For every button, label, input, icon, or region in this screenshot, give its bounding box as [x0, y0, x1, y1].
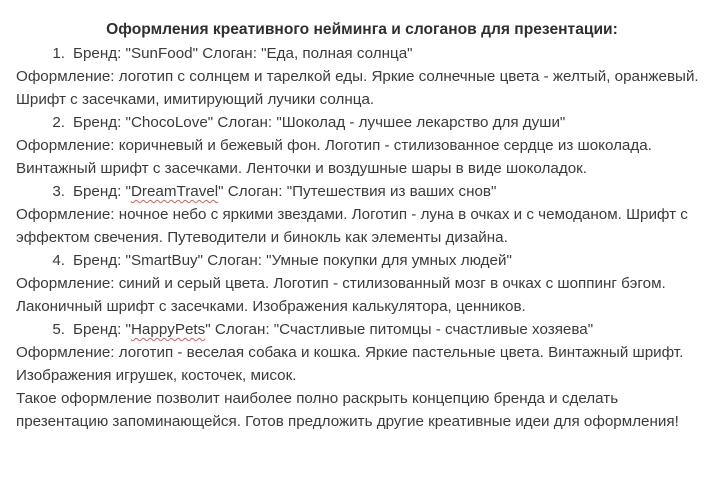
item-description: Оформление: ночное небо с яркими звездами. Логотип - луна в очках и с чемоданом. Шрифт с эффектом свечения. Путеводители и бинокль как элементы дизайна.	[16, 206, 688, 246]
slogan-text: " Слоган: "Путешествия из ваших снов"	[218, 183, 497, 200]
list-item-1	[16, 42, 720, 111]
slogan-text: " Слоган: "Умные покупки для умных людей"	[197, 252, 512, 269]
list-item-header	[16, 318, 720, 341]
list-item-5	[16, 318, 720, 387]
list-number: 4.	[52, 252, 65, 269]
closing-paragraph: Такое оформление позволит наиболее полно раскрыть концепцию бренда и сделать презентацию запоминающейся. Готов предложить другие креативные идеи для оформления!	[16, 390, 679, 430]
list-item-header	[16, 180, 720, 203]
list-number: 2.	[52, 114, 65, 131]
list-number: 3.	[52, 183, 65, 200]
slogan-text: " Слоган: "Шоколад - лучшее лекарство для души"	[207, 114, 566, 131]
brand-slogan-line	[73, 318, 593, 341]
list-item-header	[16, 111, 720, 134]
brand-prefix: Бренд: "	[73, 45, 131, 62]
list-item-2	[16, 111, 720, 180]
brand-prefix: Бренд: "	[73, 252, 131, 269]
item-description: Оформление: коричневый и бежевый фон. Логотип - стилизованное сердце из шоколада. Винтажный шрифт с засечками. Ленточки и воздушные шары в виде шоколадок.	[16, 137, 652, 177]
list-item-header	[16, 42, 720, 65]
list-number: 1.	[52, 45, 65, 62]
brand-slogan-line	[73, 249, 512, 272]
document	[0, 18, 720, 498]
brand-slogan-line	[73, 111, 565, 134]
item-description: Оформление: логотип с солнцем и тарелкой еды. Яркие солнечные цвета - желтый, оранжевый. Шрифт с засечками, имитирующий лучики солнца.	[16, 68, 699, 108]
brand-prefix: Бренд: "	[73, 183, 131, 200]
item-description: Оформление: логотип - веселая собака и кошка. Яркие пастельные цвета. Винтажный шрифт. Изображения игрушек, косточек, мисок.	[16, 344, 684, 384]
brand-name-spellcheck[interactable]: HappyPets	[130, 321, 206, 338]
slogan-text: " Слоган: "Счастливые питомцы - счастливые хозяева"	[205, 321, 594, 338]
brand-name-spellcheck[interactable]: DreamTravel	[130, 183, 219, 200]
brand-prefix: Бренд: "	[73, 114, 131, 131]
brand-slogan-line	[73, 42, 413, 65]
list-item-4	[16, 249, 720, 318]
brand-name: ChocoLove	[130, 114, 208, 131]
brand-name: SunFood	[130, 45, 193, 62]
document-title: Оформления креативного нейминга и слоганов для презентации:	[106, 21, 618, 38]
slogan-text: " Слоган: "Еда, полная солнца"	[192, 45, 413, 62]
brand-name: SmartBuy	[130, 252, 198, 269]
brand-slogan-line	[73, 180, 496, 203]
brand-prefix: Бренд: "	[73, 321, 131, 338]
list-number: 5.	[52, 321, 65, 338]
item-description: Оформление: синий и серый цвета. Логотип - стилизованный мозг в очках с шоппинг бэгом. Лаконичный шрифт с засечками. Изображения калькулятора, ценников.	[16, 275, 666, 315]
list-item-3	[16, 180, 720, 249]
list-item-header	[16, 249, 720, 272]
